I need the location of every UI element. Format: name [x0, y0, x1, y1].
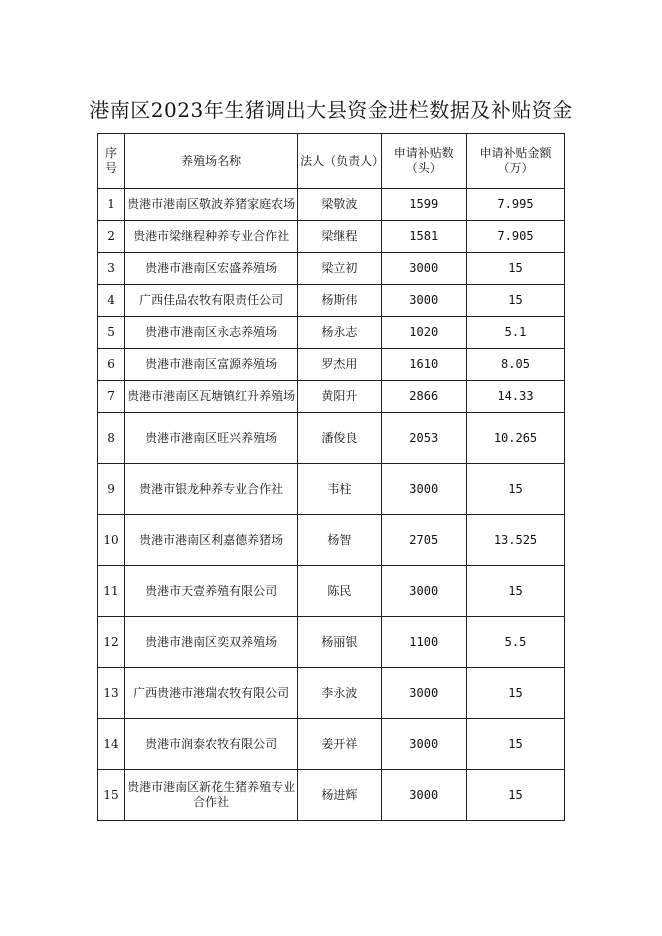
cell-person: 杨进辉 — [298, 770, 381, 821]
cell-person: 梁继程 — [298, 221, 381, 253]
cell-person: 黄阳升 — [298, 381, 381, 413]
cell-no: 2 — [98, 221, 125, 253]
table-row — [98, 719, 565, 770]
cell-farm: 广西佳品农牧有限责任公司 — [125, 285, 298, 317]
cell-amount: 14.33 — [466, 381, 564, 413]
cell-amount: 15 — [466, 719, 564, 770]
cell-person: 杨斯伟 — [298, 285, 381, 317]
cell-count: 1581 — [381, 221, 466, 253]
header-subsidy-count: 申请补贴数（头） — [381, 134, 466, 189]
cell-count: 2705 — [381, 515, 466, 566]
cell-farm: 贵港市港南区瓦塘镇红升养殖场 — [125, 381, 298, 413]
cell-person: 韦柱 — [298, 464, 381, 515]
cell-count: 2053 — [381, 413, 466, 464]
cell-person: 陈民 — [298, 566, 381, 617]
cell-amount: 13.525 — [466, 515, 564, 566]
table-row — [98, 189, 565, 221]
cell-farm: 贵港市港南区新花生猪养殖专业合作社 — [125, 770, 298, 821]
cell-no: 15 — [98, 770, 125, 821]
table-row — [98, 668, 565, 719]
cell-person: 姜开祥 — [298, 719, 381, 770]
cell-count: 3000 — [381, 719, 466, 770]
cell-person: 杨丽银 — [298, 617, 381, 668]
table-row — [98, 515, 565, 566]
cell-amount: 7.995 — [466, 189, 564, 221]
cell-count: 1599 — [381, 189, 466, 221]
cell-amount: 7.905 — [466, 221, 564, 253]
cell-amount: 15 — [466, 253, 564, 285]
cell-farm: 贵港市港南区永志养殖场 — [125, 317, 298, 349]
cell-amount: 15 — [466, 668, 564, 719]
header-farm-name: 养殖场名称 — [125, 134, 298, 189]
cell-person: 潘俊良 — [298, 413, 381, 464]
cell-person: 梁敬波 — [298, 189, 381, 221]
table-row — [98, 253, 565, 285]
cell-person: 李永波 — [298, 668, 381, 719]
cell-amount: 8.05 — [466, 349, 564, 381]
cell-no: 14 — [98, 719, 125, 770]
cell-count: 3000 — [381, 253, 466, 285]
table-header-row — [98, 134, 565, 189]
table-row — [98, 770, 565, 821]
cell-count: 3000 — [381, 566, 466, 617]
cell-count: 1100 — [381, 617, 466, 668]
cell-count: 2866 — [381, 381, 466, 413]
cell-no: 7 — [98, 381, 125, 413]
cell-amount: 5.1 — [466, 317, 564, 349]
cell-no: 13 — [98, 668, 125, 719]
cell-farm: 贵港市港南区宏盛养殖场 — [125, 253, 298, 285]
cell-farm: 贵港市港南区敬波养猪家庭农场 — [125, 189, 298, 221]
cell-amount: 15 — [466, 464, 564, 515]
cell-farm: 贵港市港南区奕双养殖场 — [125, 617, 298, 668]
cell-farm: 贵港市港南区利嘉德养猪场 — [125, 515, 298, 566]
cell-count: 1610 — [381, 349, 466, 381]
cell-person: 杨永志 — [298, 317, 381, 349]
cell-farm: 广西贵港市港瑞农牧有限公司 — [125, 668, 298, 719]
table-row — [98, 566, 565, 617]
cell-no: 12 — [98, 617, 125, 668]
table-row — [98, 317, 565, 349]
cell-no: 9 — [98, 464, 125, 515]
table-row — [98, 464, 565, 515]
cell-count: 1020 — [381, 317, 466, 349]
cell-amount: 15 — [466, 770, 564, 821]
subsidy-table — [97, 133, 565, 821]
header-subsidy-amount: 申请补贴金额（万） — [466, 134, 564, 189]
table-row — [98, 221, 565, 253]
cell-person: 梁立初 — [298, 253, 381, 285]
page-title: 港南区2023年生猪调出大县资金进栏数据及补贴资金 — [89, 98, 573, 122]
cell-no: 1 — [98, 189, 125, 221]
cell-amount: 15 — [466, 285, 564, 317]
cell-farm: 贵港市港南区旺兴养殖场 — [125, 413, 298, 464]
cell-no: 8 — [98, 413, 125, 464]
cell-count: 3000 — [381, 770, 466, 821]
cell-count: 3000 — [381, 668, 466, 719]
table-row — [98, 381, 565, 413]
cell-amount: 10.265 — [466, 413, 564, 464]
cell-farm: 贵港市天壹养殖有限公司 — [125, 566, 298, 617]
cell-person: 罗杰用 — [298, 349, 381, 381]
table-row — [98, 617, 565, 668]
table-row — [98, 349, 565, 381]
cell-no: 4 — [98, 285, 125, 317]
cell-no: 6 — [98, 349, 125, 381]
cell-farm: 贵港市梁继程种养专业合作社 — [125, 221, 298, 253]
cell-no: 5 — [98, 317, 125, 349]
cell-count: 3000 — [381, 464, 466, 515]
table-row — [98, 285, 565, 317]
cell-farm: 贵港市银龙种养专业合作社 — [125, 464, 298, 515]
cell-farm: 贵港市港南区富源养殖场 — [125, 349, 298, 381]
cell-amount: 5.5 — [466, 617, 564, 668]
cell-amount: 15 — [466, 566, 564, 617]
table-row — [98, 413, 565, 464]
cell-count: 3000 — [381, 285, 466, 317]
cell-no: 10 — [98, 515, 125, 566]
header-no: 序号 — [98, 134, 125, 189]
header-legal-person: 法人（负责人） — [298, 134, 381, 189]
cell-person: 杨智 — [298, 515, 381, 566]
cell-no: 3 — [98, 253, 125, 285]
cell-no: 11 — [98, 566, 125, 617]
cell-farm: 贵港市润泰农牧有限公司 — [125, 719, 298, 770]
